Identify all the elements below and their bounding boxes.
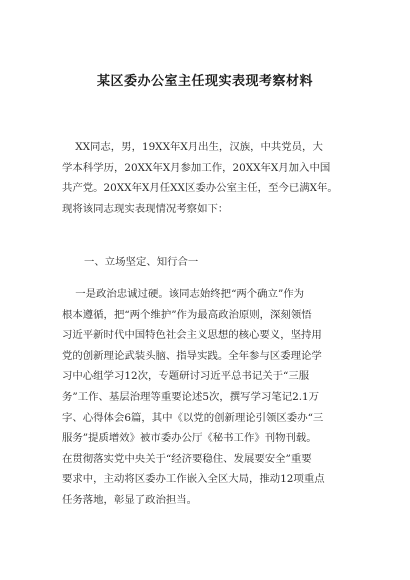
intro-paragraph bbox=[62, 137, 354, 219]
body-line: 要求中，主动将区委办工作嵌入全区大局，推动12项重点 bbox=[62, 473, 325, 486]
intro-line: 现将该同志现实表现情况考察如下： bbox=[62, 202, 229, 215]
document-title: 某区委办公室主任现实表现考察材料 bbox=[96, 74, 313, 89]
body-line: 党的创新理论武装头脑、指导实践。全年参与区委理论学 bbox=[62, 349, 322, 362]
intro-line: 学本科学历，20XX年X月参加工作，20XX年X月加入中国 bbox=[62, 161, 331, 174]
body-line: 任务落地，彰显了政治担当。 bbox=[62, 493, 198, 506]
body-line: 习近平新时代中国特色社会主义思想的核心要义，坚持用 bbox=[62, 329, 322, 342]
intro-line: XX同志，男，19XX年X月出生，汉族，中共党员，大 bbox=[62, 141, 323, 153]
body-line: 根本遵循，把“两个维护”作为最高政治原则，深刻领悟 bbox=[62, 308, 312, 321]
body-paragraph bbox=[62, 284, 354, 511]
body-line: 一是政治忠诚过硬。该同志始终把“两个确立”作为 bbox=[62, 288, 305, 300]
body-line: 服务”提质增效》被市委办公厅《秘书工作》刊物刊载。 bbox=[62, 432, 317, 445]
body-line: 务”工作、基层治理等重要论述5次，撰写学习笔记2.1万 bbox=[62, 390, 320, 403]
body-line: 习中心组学习12次，专题研讨习近平总书记关于“三服 bbox=[62, 370, 310, 383]
body-line: 在贯彻落实党中央关于“经济要稳住、发展要安全”重要 bbox=[62, 452, 312, 465]
body-line: 字、心得体会6篇，其中《以党的创新理论引领区委办“三 bbox=[62, 411, 324, 424]
intro-line: 共产党。20XX年X月任XX区委办公室主任，至今已满X年。 bbox=[62, 182, 338, 195]
section-heading: 一、立场坚定、知行合一 bbox=[84, 256, 199, 268]
